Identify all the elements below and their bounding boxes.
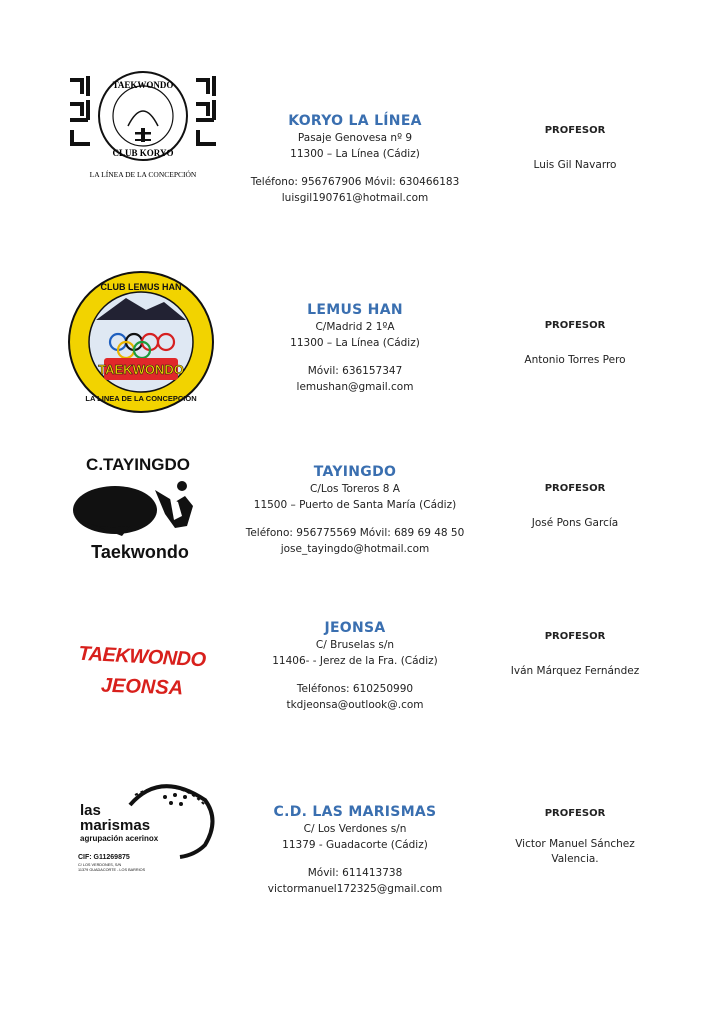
address-line: C/Madrid 2 1ºA [315, 321, 395, 333]
club-name: JEONSA [324, 620, 386, 636]
phone-line: Móvil: 636157347 [307, 365, 403, 377]
professor-title: PROFESOR [544, 808, 606, 819]
city-line: 11379 - Guadacorte (Cádiz) [282, 838, 428, 851]
koryo-logo-top-text: TAEKWONDO [112, 80, 174, 90]
marismas-logo-cif: CIF: G11269875 [78, 854, 130, 861]
professor-block [480, 123, 670, 173]
spacer [230, 853, 480, 866]
club-jeonsa [0, 615, 724, 715]
tayingdo-logo-top-text: C.TAYINGDO [86, 455, 190, 474]
professor-title: PROFESOR [544, 320, 606, 331]
professor-name: Victor Manuel Sánchez Valencia. [515, 838, 635, 865]
professor-name: José Pons García [531, 517, 619, 529]
club-tayingdo [0, 450, 724, 570]
club-koryo [0, 70, 724, 210]
lemus-han-logo [66, 270, 216, 415]
club-lemus-han [0, 270, 724, 415]
lemus-logo-center-text: TAEKWONDO [98, 362, 184, 377]
city-line: 11300 – La Línea (Cádiz) [290, 336, 420, 349]
club-name: KORYO LA LÍNEA [288, 113, 422, 129]
city-line: 11406- - Jerez de la Fra. (Cádiz) [272, 654, 438, 667]
phone-line: Teléfonos: 610250990 [296, 683, 414, 695]
las-marismas-logo [75, 775, 220, 875]
spacer [230, 351, 480, 364]
spacer [230, 162, 480, 175]
address-line: C/Los Toreros 8 A [310, 483, 400, 495]
jeonsa-logo [70, 637, 220, 702]
club-name: TAYINGDO [313, 464, 397, 480]
city-line: 11500 – Puerto de Santa María (Cádiz) [253, 498, 457, 511]
koryo-logo [58, 70, 228, 182]
professor-block [480, 629, 670, 679]
koryo-logo-caption: LA LÍNEA DE LA CONCEPCIÓN [89, 170, 197, 179]
phone-line: Móvil: 611413738 [307, 867, 403, 879]
club-info [230, 619, 480, 713]
email-link[interactable]: luisgil190761@hotmail.com [281, 191, 429, 204]
marismas-logo-city: 11379 GUADACORTE - LOS BARRIOS [78, 868, 146, 872]
email-link[interactable]: victormanuel172325@gmail.com [267, 882, 443, 895]
address-line: C/ Los Verdones s/n [303, 823, 407, 835]
marismas-logo-text-las: las [80, 802, 101, 819]
professor-title: PROFESOR [544, 631, 606, 642]
phone-line: Teléfono: 956775569 Móvil: 689 69 48 50 [245, 527, 465, 539]
club-name: C.D. LAS MARISMAS [273, 804, 437, 820]
tayingdo-logo [70, 450, 215, 565]
professor-block [480, 318, 670, 368]
spacer [230, 669, 480, 682]
professor-title: PROFESOR [544, 483, 606, 494]
professor-block [480, 481, 670, 531]
lemus-logo-top-text: CLUB LEMUS HAN [100, 282, 182, 292]
club-las-marismas [0, 775, 724, 900]
city-line: 11300 – La Línea (Cádiz) [290, 147, 420, 160]
club-info [230, 301, 480, 395]
email-link[interactable]: tkdjeonsa@outlook@.com [286, 698, 424, 711]
address-line: Pasaje Genovesa nº 9 [297, 132, 413, 144]
lemus-logo-bottom-text: LA LINEA DE LA CONCEPCION [85, 394, 197, 403]
marismas-logo-address: C/ LOS VERDONES, S/N [78, 863, 122, 867]
email-link[interactable]: jose_tayingdo@hotmail.com [280, 542, 430, 555]
professor-name: Antonio Torres Pero [524, 354, 626, 366]
address-line: C/ Bruselas s/n [315, 639, 395, 651]
club-name: LEMUS HAN [307, 302, 403, 318]
koryo-logo-bottom-text: CLUB KORYO [112, 148, 174, 158]
professor-name: Luis Gil Navarro [533, 159, 617, 171]
jeonsa-logo-top-text: TAEKWONDO [77, 642, 207, 672]
club-info [230, 112, 480, 206]
spacer [230, 513, 480, 526]
marismas-logo-text-agrupacion: agrupación acerinox [80, 834, 159, 843]
phone-line: Teléfono: 956767906 Móvil: 630466183 [250, 176, 460, 188]
professor-name: Iván Márquez Fernández [510, 665, 640, 677]
email-link[interactable]: lemushan@gmail.com [296, 380, 414, 393]
marismas-logo-text-marismas: marismas [80, 817, 151, 834]
club-info [230, 463, 480, 557]
jeonsa-logo-bottom-text: JEONSA [100, 674, 184, 700]
club-info [230, 803, 480, 897]
professor-block [480, 806, 670, 867]
professor-title: PROFESOR [544, 125, 606, 136]
tayingdo-logo-bottom-text: Taekwondo [91, 542, 189, 562]
